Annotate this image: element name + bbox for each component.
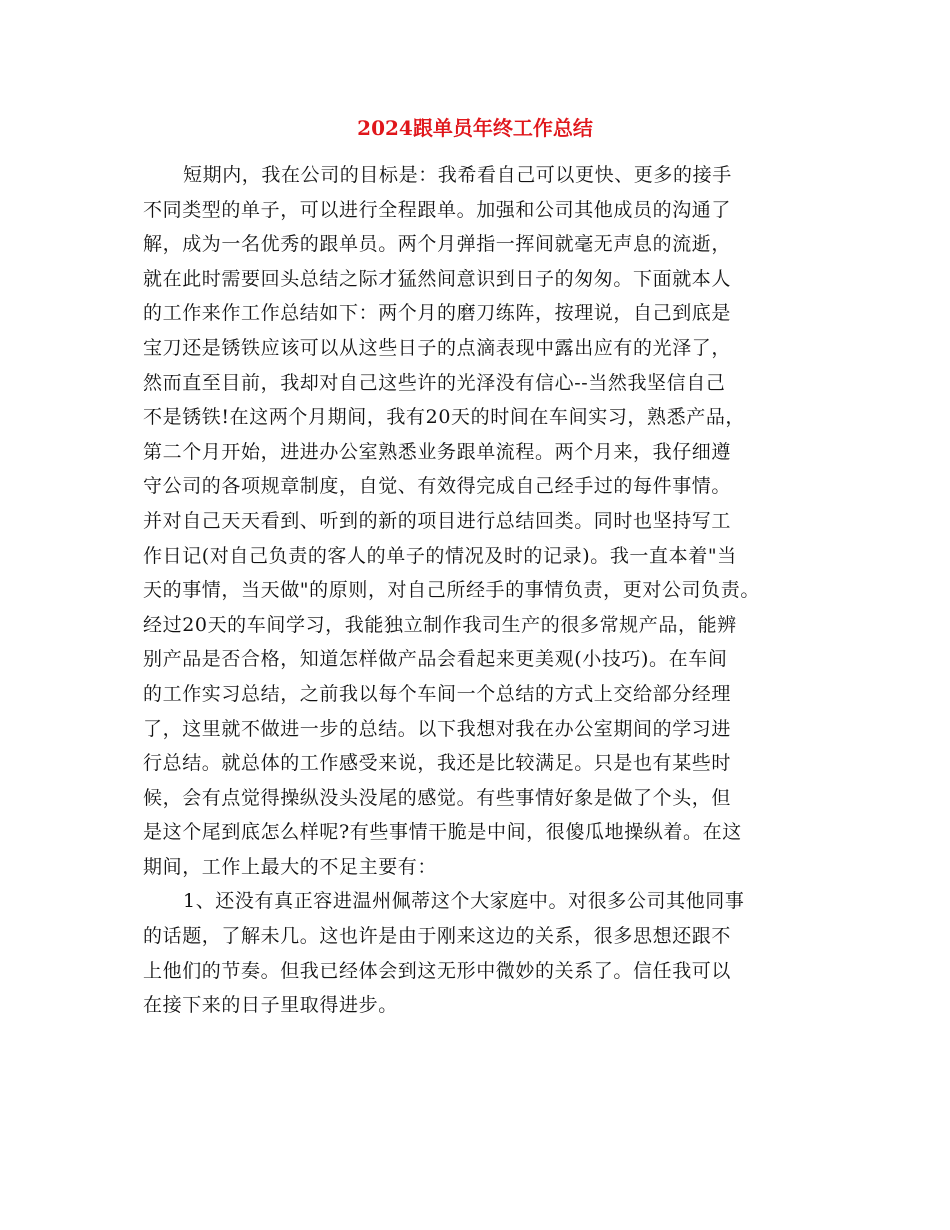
- paragraph-line: 第二个月开始，进进办公室熟悉业务跟单流程。两个月来，我仔细遵: [143, 440, 732, 463]
- paragraph-line: 宝刀还是锈铁应该可以从这些日子的点滴表现中露出应有的光泽了，: [143, 336, 732, 359]
- paragraph-line: 了，这里就不做进一步的总结。以下我想对我在办公室期间的学习进: [143, 717, 732, 740]
- paragraph-line: 并对自己天天看到、听到的新的项目进行总结回类。同时也坚持写工: [143, 509, 732, 532]
- paragraph-line: 就在此时需要回头总结之际才猛然间意识到日子的匆匆。下面就本人: [143, 267, 732, 290]
- paragraph-line: 守公司的各项规章制度，自觉、有效得完成自己经手过的每件事情。: [143, 475, 732, 498]
- document-title: 2024跟单员年终工作总结: [357, 116, 593, 140]
- paragraph-line: 上他们的节奏。但我已经体会到这无形中微妙的关系了。信任我可以: [143, 959, 732, 982]
- paragraph-line: 行总结。就总体的工作感受来说，我还是比较满足。只是也有某些时: [143, 752, 732, 775]
- paragraph-line: 然而直至目前，我却对自己这些许的光泽没有信心--当然我坚信自己: [143, 371, 726, 394]
- paragraph-line: 不同类型的单子，可以进行全程跟单。加强和公司其他成员的沟通了: [143, 198, 732, 221]
- paragraph-line: 别产品是否合格，知道怎样做产品会看起来更美观(小技巧)。在车间: [143, 648, 728, 671]
- paragraph-line: 在接下来的日子里取得进步。: [143, 994, 398, 1017]
- paragraph-line: 的工作来作工作总结如下：两个月的磨刀练阵，按理说，自己到底是: [143, 302, 732, 325]
- paragraph-line: 短期内，我在公司的目标是：我希看自己可以更快、更多的接手: [183, 164, 732, 186]
- document-body: [143, 158, 823, 1023]
- paragraph-line: 经过20天的车间学习，我能独立制作我司生产的很多常规产品，能辨: [143, 613, 737, 636]
- paragraph-line: 是这个尾到底怎么样呢?有些事情干脆是中间，很傻瓜地操纵着。在这: [143, 821, 742, 844]
- paragraph-line: 天的事情，当天做"的原则，对自己所经手的事情负责，更对公司负责。: [143, 579, 760, 602]
- paragraph-line: 期间，工作上最大的不足主要有：: [143, 855, 438, 878]
- paragraph-line: 的话题，了解未几。这也许是由于刚来这边的关系，很多思想还跟不: [143, 925, 732, 948]
- paragraph-line: 1、还没有真正容进温州佩蒂这个大家庭中。对很多公司其他同事: [183, 890, 745, 913]
- paragraph-line: 的工作实习总结，之前我以每个车间一个总结的方式上交给部分经理: [143, 682, 732, 705]
- paragraph-line: 作日记(对自己负责的客人的单子的情况及时的记录)。我一直本着"当: [143, 544, 737, 567]
- paragraph-line: 候，会有点觉得操纵没头没尾的感觉。有些事情好象是做了个头，但: [143, 786, 732, 809]
- paragraph-line: 不是锈铁!在这两个月期间，我有20天的时间在车间实习，熟悉产品，: [143, 406, 746, 429]
- paragraph-line: 解，成为一名优秀的跟单员。两个月弹指一挥间就毫无声息的流逝，: [143, 233, 732, 256]
